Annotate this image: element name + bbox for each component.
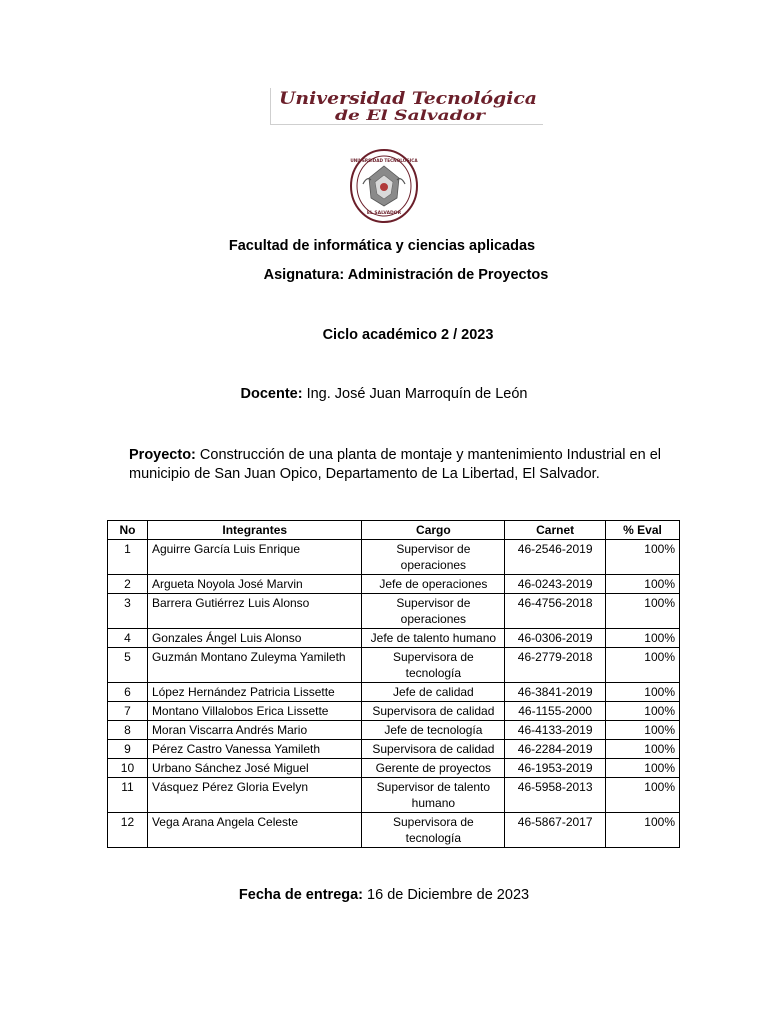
member-name: Argueta Noyola José Marvin (147, 575, 362, 594)
member-carnet: 46-2546-2019 (505, 540, 606, 575)
table-row (108, 648, 680, 683)
row-number: 8 (108, 721, 148, 740)
logo-line-2: de El Salvador (335, 108, 488, 124)
member-role: Supervisora de tecnología (362, 813, 505, 848)
university-seal-icon (349, 148, 419, 224)
member-role: Jefe de talento humano (362, 629, 505, 648)
table-header-row (108, 521, 680, 540)
member-name: Aguirre García Luis Enrique (147, 540, 362, 575)
university-wordmark (271, 88, 543, 124)
table-row (108, 575, 680, 594)
member-eval: 100% (606, 740, 680, 759)
member-eval: 100% (606, 629, 680, 648)
member-role: Gerente de proyectos (362, 759, 505, 778)
row-number: 6 (108, 683, 148, 702)
academic-cycle: Ciclo académico 2 / 2023 (322, 327, 494, 343)
member-role: Jefe de tecnología (362, 721, 505, 740)
member-role: Supervisora de calidad (362, 740, 505, 759)
member-name: Urbano Sánchez José Miguel (147, 759, 362, 778)
header-members: Integrantes (147, 521, 362, 540)
project-label: Proyecto: (129, 447, 196, 463)
svg-text:UNIVERSIDAD TECNOLÓGICA: UNIVERSIDAD TECNOLÓGICA (350, 158, 418, 163)
row-number: 10 (108, 759, 148, 778)
member-carnet: 46-5867-2017 (505, 813, 606, 848)
svg-text:EL SALVADOR: EL SALVADOR (366, 211, 402, 216)
delivery-label: Fecha de entrega: (238, 887, 364, 903)
member-name: Montano Villalobos Erica Lissette (147, 702, 362, 721)
row-number: 1 (108, 540, 148, 575)
teacher-label: Docente: (240, 386, 303, 402)
project-description (129, 446, 661, 484)
member-carnet: 46-2779-2018 (505, 648, 606, 683)
header-carnet: Carnet (505, 521, 606, 540)
members-table (107, 520, 680, 848)
member-name: Vásquez Pérez Gloria Evelyn (147, 778, 362, 813)
member-eval: 100% (606, 702, 680, 721)
member-role: Supervisor de operaciones (362, 540, 505, 575)
member-eval: 100% (606, 721, 680, 740)
member-carnet: 46-1155-2000 (505, 702, 606, 721)
teacher-line (0, 386, 768, 402)
row-number: 12 (108, 813, 148, 848)
table-row (108, 540, 680, 575)
member-eval: 100% (606, 540, 680, 575)
table-row (108, 629, 680, 648)
table-row (108, 721, 680, 740)
member-carnet: 46-0243-2019 (505, 575, 606, 594)
table-row (108, 594, 680, 629)
delivery-date (0, 887, 768, 903)
member-role: Jefe de calidad (362, 683, 505, 702)
table-row (108, 702, 680, 721)
university-logo-banner (270, 88, 543, 125)
member-role: Supervisora de tecnología (362, 648, 505, 683)
row-number: 7 (108, 702, 148, 721)
member-name: Pérez Castro Vanessa Yamileth (147, 740, 362, 759)
header-no: No (108, 521, 148, 540)
member-eval: 100% (606, 759, 680, 778)
row-number: 9 (108, 740, 148, 759)
member-role: Supervisor de operaciones (362, 594, 505, 629)
member-name: Moran Viscarra Andrés Mario (147, 721, 362, 740)
member-carnet: 46-0306-2019 (505, 629, 606, 648)
table-row (108, 740, 680, 759)
member-eval: 100% (606, 648, 680, 683)
member-role: Supervisora de calidad (362, 702, 505, 721)
subject-heading: Asignatura: Administración de Proyectos (263, 267, 549, 283)
member-role: Jefe de operaciones (362, 575, 505, 594)
member-carnet: 46-5958-2013 (505, 778, 606, 813)
member-role: Supervisor de talento humano (362, 778, 505, 813)
member-carnet: 46-4756-2018 (505, 594, 606, 629)
member-carnet: 46-4133-2019 (505, 721, 606, 740)
member-carnet: 46-2284-2019 (505, 740, 606, 759)
teacher-name: Ing. José Juan Marroquín de León (306, 386, 528, 402)
table-row (108, 778, 680, 813)
logo-line-1: Universidad Tecnológica (279, 89, 537, 109)
row-number: 3 (108, 594, 148, 629)
member-name: Vega Arana Angela Celeste (147, 813, 362, 848)
row-number: 4 (108, 629, 148, 648)
header-eval: % Eval (606, 521, 680, 540)
row-number: 2 (108, 575, 148, 594)
member-name: Guzmán Montano Zuleyma Yamileth (147, 648, 362, 683)
delivery-value: 16 de Diciembre de 2023 (367, 887, 530, 903)
table-row (108, 813, 680, 848)
member-name: Barrera Gutiérrez Luis Alonso (147, 594, 362, 629)
table-row (108, 759, 680, 778)
row-number: 11 (108, 778, 148, 813)
member-eval: 100% (606, 575, 680, 594)
table-row (108, 683, 680, 702)
faculty-heading: Facultad de informática y ciencias aplicadas (228, 238, 536, 254)
member-carnet: 46-3841-2019 (505, 683, 606, 702)
member-eval: 100% (606, 813, 680, 848)
header-role: Cargo (362, 521, 505, 540)
row-number: 5 (108, 648, 148, 683)
member-eval: 100% (606, 778, 680, 813)
member-eval: 100% (606, 683, 680, 702)
project-text: Construcción de una planta de montaje y mantenimiento Industrial en el municipio de San Juan Opico, Departamento de La Libertad, El Salvador. (129, 447, 661, 482)
member-eval: 100% (606, 594, 680, 629)
member-carnet: 46-1953-2019 (505, 759, 606, 778)
member-name: Gonzales Ángel Luis Alonso (147, 629, 362, 648)
member-name: López Hernández Patricia Lissette (147, 683, 362, 702)
